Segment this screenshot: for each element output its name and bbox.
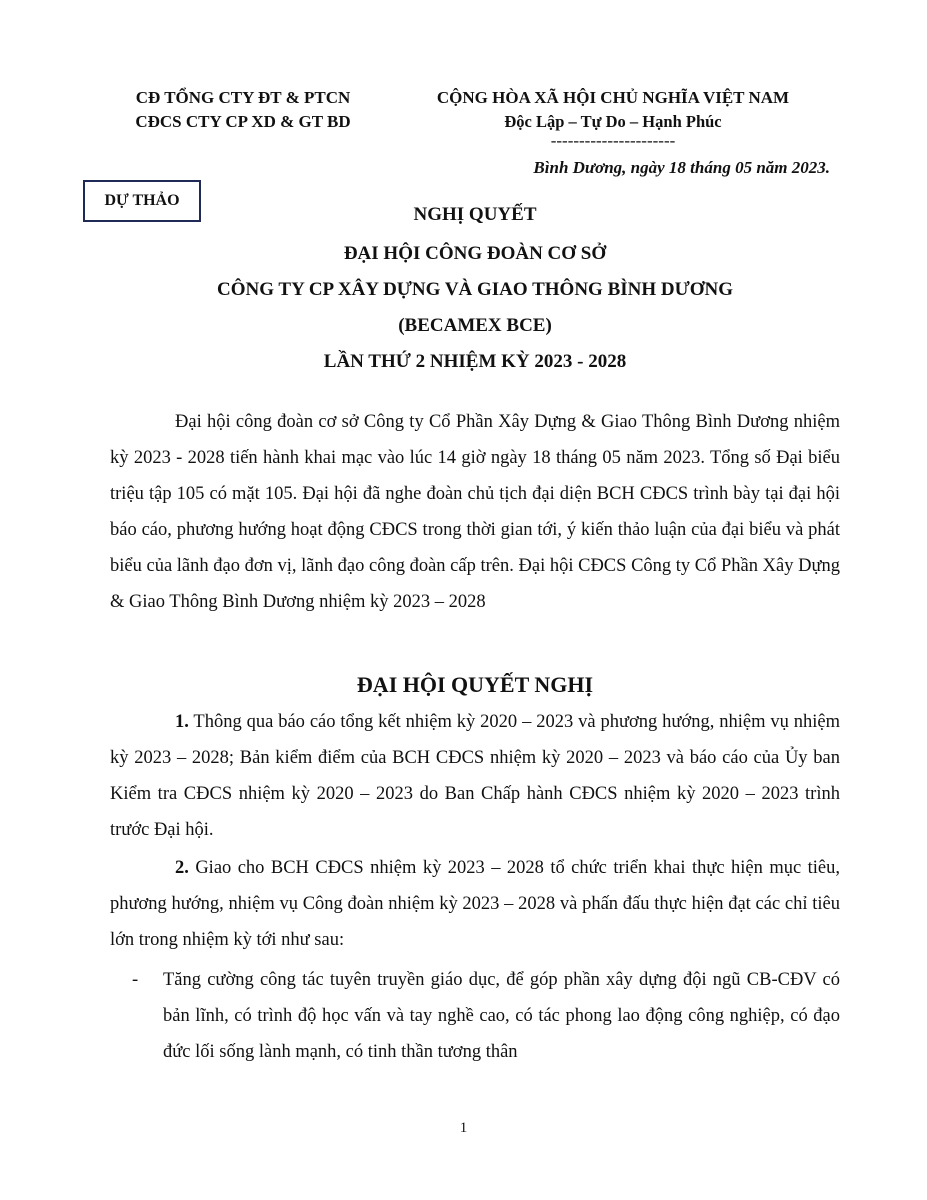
resolution-item-1 [110, 704, 840, 848]
doc-subtitle-3: (BECAMEX BCE) [398, 315, 552, 336]
doc-subtitle-1: ĐẠI HỘI CÔNG ĐOÀN CƠ SỞ [343, 243, 607, 264]
item-1-number: 1. [175, 712, 189, 732]
bullet-marker: - [132, 970, 139, 990]
issuing-organization [108, 86, 378, 134]
doc-subtitle-2: CÔNG TY CP XÂY DỰNG VÀ GIAO THÔNG BÌNH DƯƠNG [216, 279, 734, 300]
bullet-item-1: Tăng cường công tác tuyên truyền giáo dục, để góp phần xây dựng đội ngũ CB-CĐV có bản lĩnh, có trình độ học vấn và tay nghề cao, có tác phong lao động công nghiệp, có đạo đức lối sống lành mạnh, có tinh thần tương thân [163, 970, 840, 1062]
item-2-text: Giao cho BCH CĐCS nhiệm kỳ 2023 – 2028 tổ chức triển khai thực hiện mục tiêu, phương hướng, nhiệm vụ Công đoàn nhiệm kỳ 2023 – 2028 và phấn đấu thực hiện đạt các chỉ tiêu lớn trong nhiệm kỳ tới như sau: [110, 858, 840, 950]
draft-stamp: DỰ THẢO [83, 180, 201, 222]
org-line-2: CĐCS CTY CP XD & GT BD [135, 112, 351, 131]
org-line-1: CĐ TỔNG CTY ĐT & PTCN [135, 88, 351, 107]
header-divider: ---------------------- [550, 131, 676, 150]
intro-paragraph: Đại hội công đoàn cơ sở Công ty Cổ Phần Xây Dựng & Giao Thông Bình Dương nhiệm kỳ 2023 - 2028 tiến hành khai mạc vào lúc 14 giờ ngày 18 tháng 05 năm 2023. Tổng số Đại biểu triệu tập 105 có mặt 105. Đại hội đã nghe đoàn chủ tịch đại diện BCH CĐCS trình bày tại đại hội báo cáo, phương hướng hoạt động CĐCS trong thời gian tới, ý kiến thảo luận của đại biểu và phát biểu của lãnh đạo đơn vị, lãnh đạo công đoàn cấp trên. Đại hội CĐCS Công ty Cổ Phần Xây Dựng & Giao Thông Bình Dương nhiệm kỳ 2023 – 2028 [110, 412, 840, 612]
document-date: Bình Dương, ngày 18 tháng 05 năm 2023. [533, 158, 830, 177]
doc-subtitle-4: LẦN THỨ 2 NHIỆM KỲ 2023 - 2028 [323, 351, 627, 372]
item-1-text: Thông qua báo cáo tổng kết nhiệm kỳ 2020 – 2023 và phương hướng, nhiệm vụ nhiệm kỳ 2023 – 2028; Bản kiểm điểm của BCH CĐCS nhiệm kỳ 2020 – 2023 và báo cáo của Ủy ban Kiểm tra CĐCS nhiệm kỳ 2020 – 2023 do Ban Chấp hành CĐCS nhiệm kỳ 2020 – 2023 trình trước Đại hội. [110, 712, 840, 840]
national-header [398, 86, 828, 148]
page-number: 1 [459, 1120, 468, 1136]
doc-title: NGHỊ QUYẾT [413, 204, 537, 225]
item-2-number: 2. [175, 858, 189, 878]
national-title: CỘNG HÒA XÃ HỘI CHỦ NGHĨA VIỆT NAM [436, 88, 790, 107]
national-motto: Độc Lập – Tự Do – Hạnh Phúc [504, 112, 722, 131]
resolution-heading: ĐẠI HỘI QUYẾT NGHỊ [356, 672, 594, 697]
resolution-item-2 [110, 850, 840, 958]
